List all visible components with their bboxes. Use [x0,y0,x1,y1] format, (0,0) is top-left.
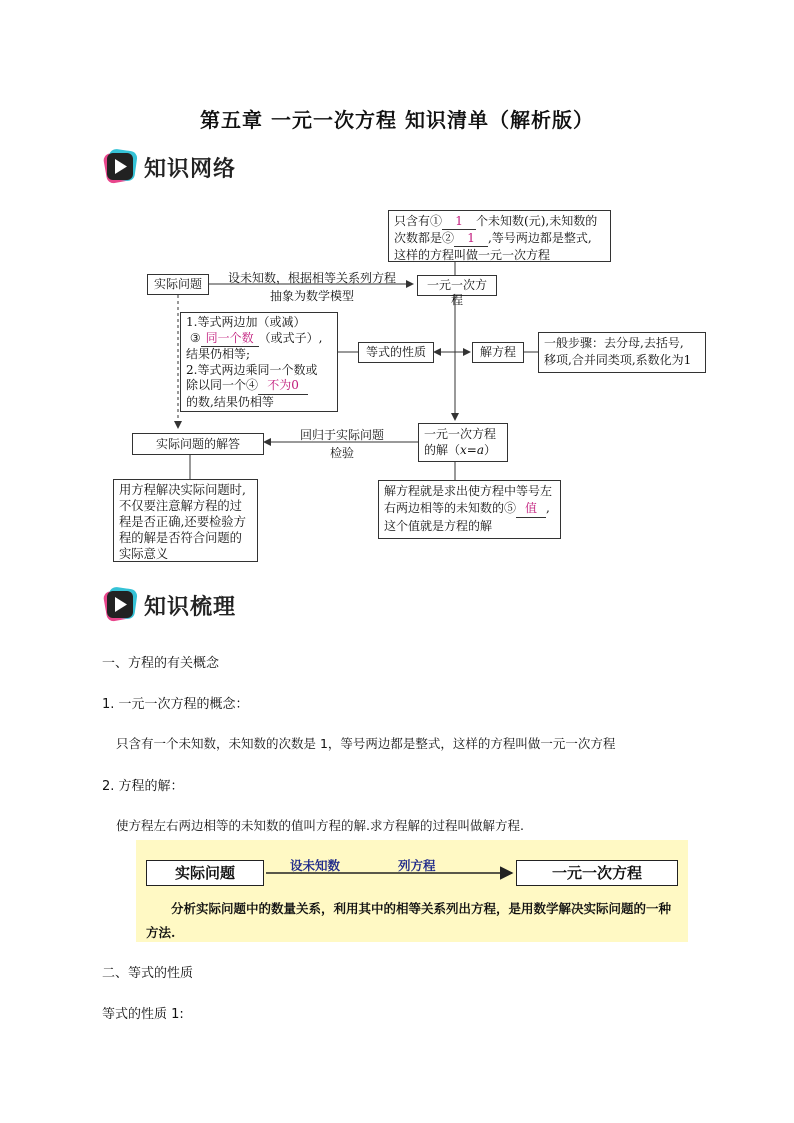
item-heading-property-1: 等式的性质 1: [102,1007,184,1022]
box-actual-problem: 实际问题 [146,860,264,886]
node-equality-properties: 等式的性质 [358,342,434,363]
section-badge-sorting [102,586,236,624]
node-linear-equation: 一元一次方程 [417,275,497,296]
section-heading-equality: 二、等式的性质 [102,966,194,981]
solution-note-box: 解方程就是求出使方程中等号左右两边相等的未知数的⑤ 值 ,这个值就是方程的解 [378,480,561,539]
modeling-description: 分析实际问题中的数量关系，利用其中的相等关系列出方程，是用数学解决实际问题的一种方法. [146,901,672,940]
node-actual-problem: 实际问题 [147,274,209,295]
section-heading-concepts: 一、方程的有关概念 [102,656,220,671]
item-heading-solution: 2. 方程的解： [102,779,184,794]
node-equation-solution: 一元一次方程 的解（x=a） [418,423,508,462]
solution-text: 使方程左右两边相等的未知数的值叫方程的解.求方程解的过程叫做解方程. [116,818,524,833]
answer-note-box: 用方程解决实际问题时,不仅要注意解方程的过程是否正确,还要检验方程的解是否符合问题的实际意义 [113,479,258,562]
label-set-unknown: 设未知数 [290,858,341,873]
page-title: 第五章 一元一次方程 知识清单（解析版） [200,108,594,132]
definition-text: 只含有一个未知数，未知数的次数是 1，等号两边都是整式，这样的方程叫做一元一次方程 [116,736,616,751]
node-solve-equation: 解方程 [472,342,524,363]
box-linear-equation: 一元一次方程 [516,860,678,886]
equality-properties-box: 1.等式两边加（或减） ③ 同一个数 （或式子）, 结果仍相等; 2.等式两边乘同一个数或 除以同一个④ 不为0 的数,结果仍相等 [180,312,338,412]
node-actual-answer: 实际问题的解答 [132,433,264,455]
item-heading-definition: 1. 一元一次方程的概念： [102,697,249,712]
solving-steps-box: 一般步骤：去分母,去括号, 移项,合并同类项,系数化为1 [538,332,706,373]
badge-label: 知识网络 [144,156,237,182]
arrow-label-verify: 检验 [329,446,354,460]
definition-box: 只含有① 1 个未知数(元),未知数的 次数都是② 1 ,等号两边都是整式, 这样的方程叫做一元一次方程 [388,210,611,262]
badge-label: 知识梳理 [144,594,237,620]
arrow-label-model: 设未知数，根据相等关系列方程 [227,271,396,285]
arrow-label-return: 回归于实际问题 [299,428,384,442]
play-logo-icon [102,586,138,624]
arrow-label-abstract: 抽象为数学模型 [269,289,354,303]
label-list-equation: 列方程 [398,858,436,873]
